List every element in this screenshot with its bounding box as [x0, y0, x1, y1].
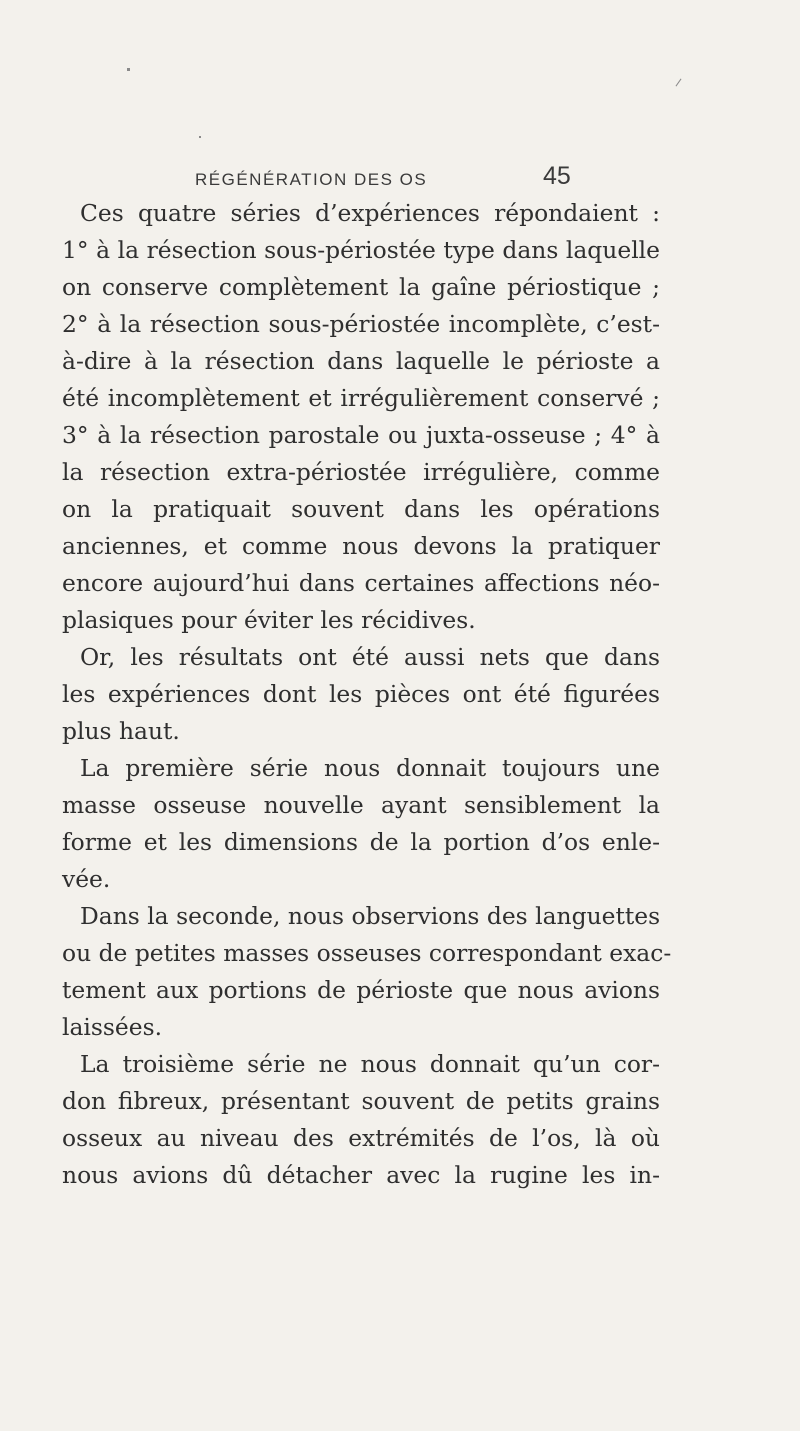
running-head: RÉGÉNÉRATION DES OS: [195, 170, 428, 189]
speck-mark: [199, 136, 201, 138]
text-line: masse osseuse nouvelle ayant sensiblement la: [62, 791, 660, 819]
text-line: plasiques pour éviter les récidives.: [62, 606, 476, 634]
page-number: 45: [543, 162, 571, 190]
text-line: 1° à la résection sous-périostée type dans laquelle: [62, 236, 660, 264]
text-line: Or, les résultats ont été aussi nets que dans: [80, 643, 660, 671]
text-line: tement aux portions de périoste que nous avions: [62, 976, 660, 1004]
speck-mark: [676, 79, 682, 87]
text-line: osseux au niveau des extrémités de l’os, là où: [62, 1124, 660, 1152]
text-line: forme et les dimensions de la portion d’os enle-: [62, 828, 660, 856]
text-line: anciennes, et comme nous devons la pratiquer: [62, 532, 660, 560]
text-line: La troisième série ne nous donnait qu’un cor-: [80, 1050, 660, 1078]
text-line: à-dire à la résection dans laquelle le périoste a: [62, 347, 660, 375]
text-line: Ces quatre séries d’expériences répondaient :: [80, 199, 660, 227]
text-line: vée.: [62, 865, 111, 893]
text-line: don fibreux, présentant souvent de petits grains: [62, 1087, 660, 1115]
text-line: laissées.: [62, 1013, 163, 1041]
text-line: plus haut.: [62, 717, 180, 745]
text-line: la résection extra-périostée irrégulière, comme: [62, 458, 660, 486]
text-line: Dans la seconde, nous observions des languettes: [80, 902, 661, 930]
text-line: La première série nous donnait toujours une: [80, 754, 660, 782]
text-line: les expériences dont les pièces ont été figurées: [62, 680, 660, 708]
text-line: nous avions dû détacher avec la rugine les in-: [62, 1161, 660, 1189]
speck-mark: [127, 68, 130, 71]
text-line: encore aujourd’hui dans certaines affections néo-: [62, 569, 660, 597]
text-line: été incomplètement et irrégulièrement conservé ;: [62, 384, 660, 412]
text-line: ou de petites masses osseuses correspondant exac-: [62, 939, 672, 967]
text-line: 3° à la résection parostale ou juxta-osseuse ; 4° à: [62, 421, 660, 449]
text-line: on conserve complètement la gaîne périostique ;: [62, 273, 660, 301]
text-line: 2° à la résection sous-périostée incomplète, c’est-: [62, 310, 660, 338]
text-line: on la pratiquait souvent dans les opérations: [62, 495, 660, 523]
